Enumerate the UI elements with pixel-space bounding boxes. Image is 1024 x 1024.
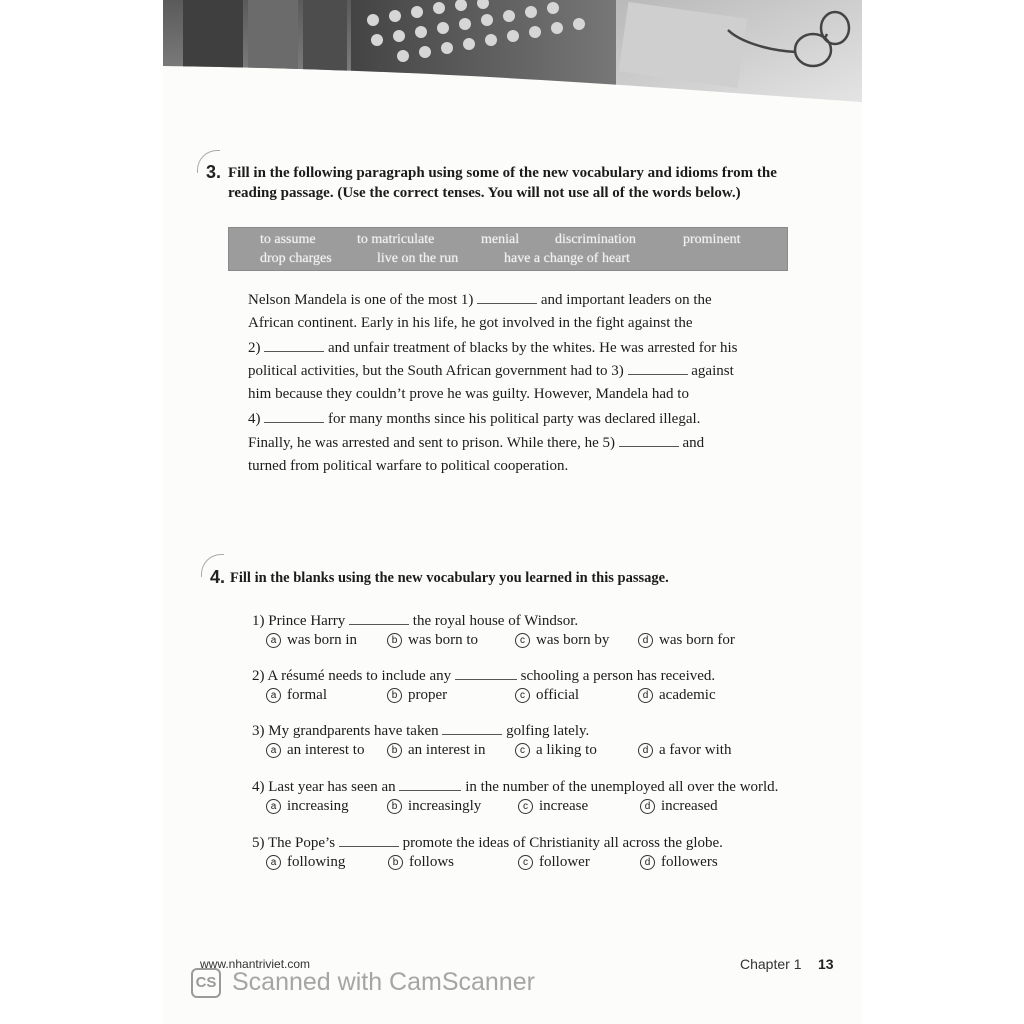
question-5-option-c[interactable]: c follower [518, 854, 590, 871]
option-letter-b: b [387, 633, 402, 648]
word-menial: menial [481, 232, 520, 247]
question-1-blank[interactable] [349, 612, 409, 625]
word-to-matriculate: to matriculate [357, 232, 435, 247]
question-2-option-c[interactable]: c official [515, 687, 579, 704]
blank-2[interactable] [264, 339, 324, 352]
word-live-on-the-run: live on the run [377, 251, 459, 266]
blank-1[interactable] [477, 291, 537, 304]
question-4-option-b[interactable]: b increasingly [387, 798, 481, 815]
question-4-option-a[interactable]: a increasing [266, 798, 349, 815]
question-5-option-a[interactable]: a following [266, 854, 345, 871]
option-letter-d: d [638, 743, 653, 758]
word-have-a-change-of-heart: have a change of heart [504, 251, 630, 266]
paragraph-line: Finally, he was arrested and sent to prison. While there, he 5) and [248, 435, 705, 451]
blank-5[interactable] [619, 434, 679, 447]
paragraph-line: African continent. Early in his life, he got involved in the fight against the [248, 315, 693, 331]
paragraph-line: him because they couldn’t prove he was guilty. However, Mandela had to [248, 386, 689, 402]
paragraph-line: Nelson Mandela is one of the most 1) and important leaders on the [248, 292, 712, 308]
paragraph-line: political activities, but the South African government had to 3) against [248, 363, 734, 379]
question-4-option-c[interactable]: c increase [518, 798, 588, 815]
blank-3[interactable] [628, 362, 688, 375]
word-drop-charges: drop charges [260, 251, 332, 266]
option-letter-c: c [515, 743, 530, 758]
option-letter-d: d [638, 688, 653, 703]
paragraph-line: 2) and unfair treatment of blacks by the whites. He was arrested for his [248, 340, 738, 356]
option-letter-c: c [515, 633, 530, 648]
question-3-option-c[interactable]: c a liking to [515, 742, 597, 759]
question-5: 5) The Pope’s promote the ideas of Christianity all across the globe. [252, 835, 723, 851]
option-letter-d: d [638, 633, 653, 648]
section-3-number: 3. [206, 162, 222, 182]
question-4-blank[interactable] [399, 778, 461, 791]
question-1-option-b[interactable]: b was born to [387, 632, 478, 649]
question-4-option-d[interactable]: d increased [640, 798, 718, 815]
paragraph-line: turned from political warfare to political cooperation. [248, 458, 569, 474]
option-letter-a: a [266, 855, 281, 870]
option-letter-a: a [266, 633, 281, 648]
question-5-option-b[interactable]: b follows [388, 854, 454, 871]
option-letter-c: c [518, 799, 533, 814]
option-letter-d: d [640, 855, 655, 870]
question-2-option-d[interactable]: d academic [638, 687, 716, 704]
question-2-option-b[interactable]: b proper [387, 687, 447, 704]
camscanner-watermark: Scanned with CamScanner [232, 968, 535, 996]
option-letter-b: b [387, 688, 402, 703]
option-letter-c: c [515, 688, 530, 703]
header-photo-banner [163, 0, 862, 102]
blank-4[interactable] [264, 410, 324, 423]
section-4-number: 4. [210, 567, 226, 587]
camscanner-logo-icon: CS [191, 968, 221, 998]
paragraph-line: 4) for many months since his political party was declared illegal. [248, 411, 701, 427]
word-discrimination: discrimination [555, 232, 636, 247]
word-to-assume: to assume [260, 232, 316, 247]
option-letter-b: b [387, 743, 402, 758]
question-3: 3) My grandparents have taken golfing lately. [252, 723, 590, 739]
section-4-instruction: Fill in the blanks using the new vocabulary you learned in this passage. [230, 570, 669, 586]
question-4: 4) Last year has seen an in the number of the unemployed all over the world. [252, 779, 779, 795]
option-letter-a: a [266, 799, 281, 814]
question-2: 2) A résumé needs to include any schooling a person has received. [252, 668, 716, 684]
option-letter-a: a [266, 743, 281, 758]
option-letter-c: c [518, 855, 533, 870]
publisher-url: www.nhantriviet.com [200, 957, 311, 971]
question-3-option-a[interactable]: a an interest to [266, 742, 364, 759]
option-letter-a: a [266, 688, 281, 703]
question-3-blank[interactable] [442, 722, 502, 735]
question-5-blank[interactable] [339, 834, 399, 847]
question-2-blank[interactable] [455, 667, 517, 680]
question-3-option-d[interactable]: d a favor with [638, 742, 731, 759]
question-1-option-c[interactable]: c was born by [515, 632, 609, 649]
page-number: 13 [818, 956, 834, 972]
chapter-label: Chapter 1 [740, 956, 802, 972]
section-3-instruction-line-2: reading passage. (Use the correct tenses. You will not use all of the words below.) [228, 185, 741, 201]
word-prominent: prominent [683, 232, 741, 247]
question-2-option-a[interactable]: a formal [266, 687, 327, 704]
question-1-option-a[interactable]: a was born in [266, 632, 357, 649]
option-letter-b: b [388, 855, 403, 870]
vocabulary-word-box [228, 227, 788, 271]
question-1: 1) Prince Harry the royal house of Windsor. [252, 613, 579, 629]
section-3-instruction-line-1: Fill in the following paragraph using some of the new vocabulary and idioms from the [228, 165, 777, 181]
question-1-option-d[interactable]: d was born for [638, 632, 735, 649]
question-5-option-d[interactable]: d followers [640, 854, 718, 871]
question-3-option-b[interactable]: b an interest in [387, 742, 485, 759]
option-letter-d: d [640, 799, 655, 814]
option-letter-b: b [387, 799, 402, 814]
